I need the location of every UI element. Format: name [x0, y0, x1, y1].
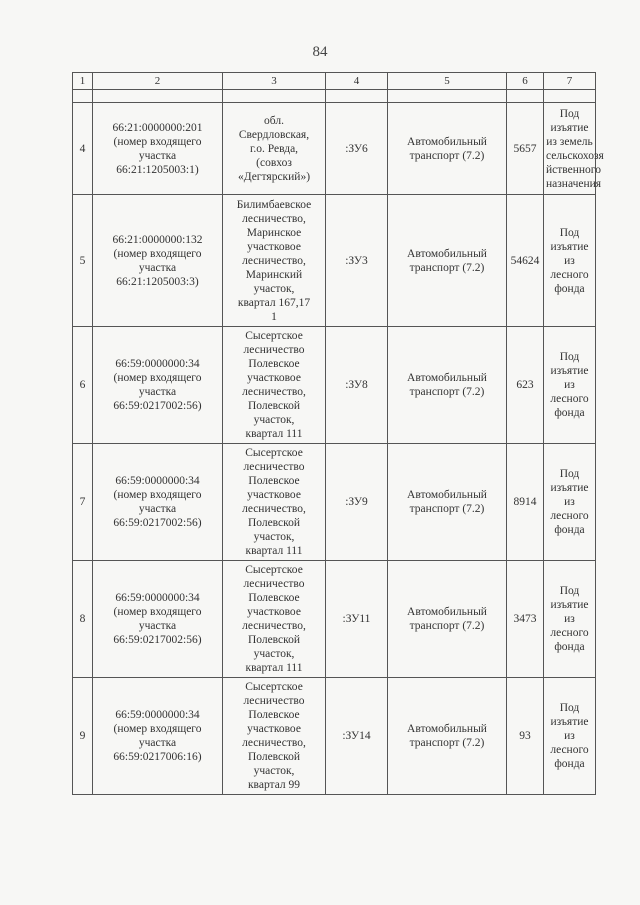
- table-row: [73, 195, 596, 327]
- plot-designation: :ЗУ14: [326, 678, 388, 795]
- permitted-use: Автомобильный транспорт (7.2): [388, 561, 507, 678]
- cadastral-number: 66:59:0000000:34 (номер входящего участка 66:59:0217006:16): [93, 678, 223, 795]
- purpose: Под изъятие из земель сельскохозя йственного назначения: [544, 103, 596, 195]
- col-header-3: 3: [223, 73, 326, 90]
- location: обл. Свердловская, г.о. Ревда, (совхоз «Дегтярский»): [223, 103, 326, 195]
- cadastral-number: 66:21:0000000:201 (номер входящего участка 66:21:1205003:1): [93, 103, 223, 195]
- permitted-use: Автомобильный транспорт (7.2): [388, 678, 507, 795]
- cadastral-number: 66:59:0000000:34 (номер входящего участка 66:59:0217002:56): [93, 327, 223, 444]
- permitted-use: Автомобильный транспорт (7.2): [388, 327, 507, 444]
- permitted-use: Автомобильный транспорт (7.2): [388, 195, 507, 327]
- purpose: Под изъятие из лесного фонда: [544, 327, 596, 444]
- table-row: [73, 103, 596, 195]
- purpose: Под изъятие из лесного фонда: [544, 195, 596, 327]
- cadastral-number: 66:59:0000000:34 (номер входящего участка 66:59:0217002:56): [93, 444, 223, 561]
- purpose: Под изъятие из лесного фонда: [544, 444, 596, 561]
- plot-designation: :ЗУ9: [326, 444, 388, 561]
- permitted-use: Автомобильный транспорт (7.2): [388, 444, 507, 561]
- permitted-use: Автомобильный транспорт (7.2): [388, 103, 507, 195]
- plot-designation: :ЗУ11: [326, 561, 388, 678]
- location: Сысертское лесничество Полевское участковое лесничество, Полевской участок, квартал 111: [223, 327, 326, 444]
- col-header-2: 2: [93, 73, 223, 90]
- plot-designation: :ЗУ8: [326, 327, 388, 444]
- cadastral-number: 66:21:0000000:132 (номер входящего участка 66:21:1205003:3): [93, 195, 223, 327]
- page-number: 84: [312, 44, 328, 60]
- cadastral-number: 66:59:0000000:34 (номер входящего участка 66:59:0217002:56): [93, 561, 223, 678]
- col-header-4: 4: [326, 73, 388, 90]
- row-number: 4: [73, 103, 93, 195]
- spacer-row: [73, 90, 596, 103]
- table-row: [73, 327, 596, 444]
- land-plots-table: [72, 72, 604, 795]
- col-header-7: 7: [544, 73, 596, 90]
- row-number: 7: [73, 444, 93, 561]
- location: Сысертское лесничество Полевское участковое лесничество, Полевской участок, квартал 99: [223, 678, 326, 795]
- area: 8914: [507, 444, 544, 561]
- plot-designation: :ЗУ3: [326, 195, 388, 327]
- location: Билимбаевское лесничество, Маринское участковое лесничество, Маринский участок, квартал 167,17 1: [223, 195, 326, 327]
- area: 54624: [507, 195, 544, 327]
- col-header-5: 5: [388, 73, 507, 90]
- table-row: [73, 561, 596, 678]
- row-number: 8: [73, 561, 93, 678]
- row-number: 9: [73, 678, 93, 795]
- area: 623: [507, 327, 544, 444]
- area: 93: [507, 678, 544, 795]
- purpose: Под изъятие из лесного фонда: [544, 561, 596, 678]
- purpose: Под изъятие из лесного фонда: [544, 678, 596, 795]
- area: 3473: [507, 561, 544, 678]
- table-header-row: [73, 73, 596, 90]
- plot-designation: :ЗУ6: [326, 103, 388, 195]
- location: Сысертское лесничество Полевское участковое лесничество, Полевской участок, квартал 111: [223, 444, 326, 561]
- table-row: [73, 678, 596, 795]
- table-row: [73, 444, 596, 561]
- area: 5657: [507, 103, 544, 195]
- location: Сысертское лесничество Полевское участковое лесничество, Полевской участок, квартал 111: [223, 561, 326, 678]
- col-header-1: 1: [73, 73, 93, 90]
- col-header-6: 6: [507, 73, 544, 90]
- row-number: 6: [73, 327, 93, 444]
- row-number: 5: [73, 195, 93, 327]
